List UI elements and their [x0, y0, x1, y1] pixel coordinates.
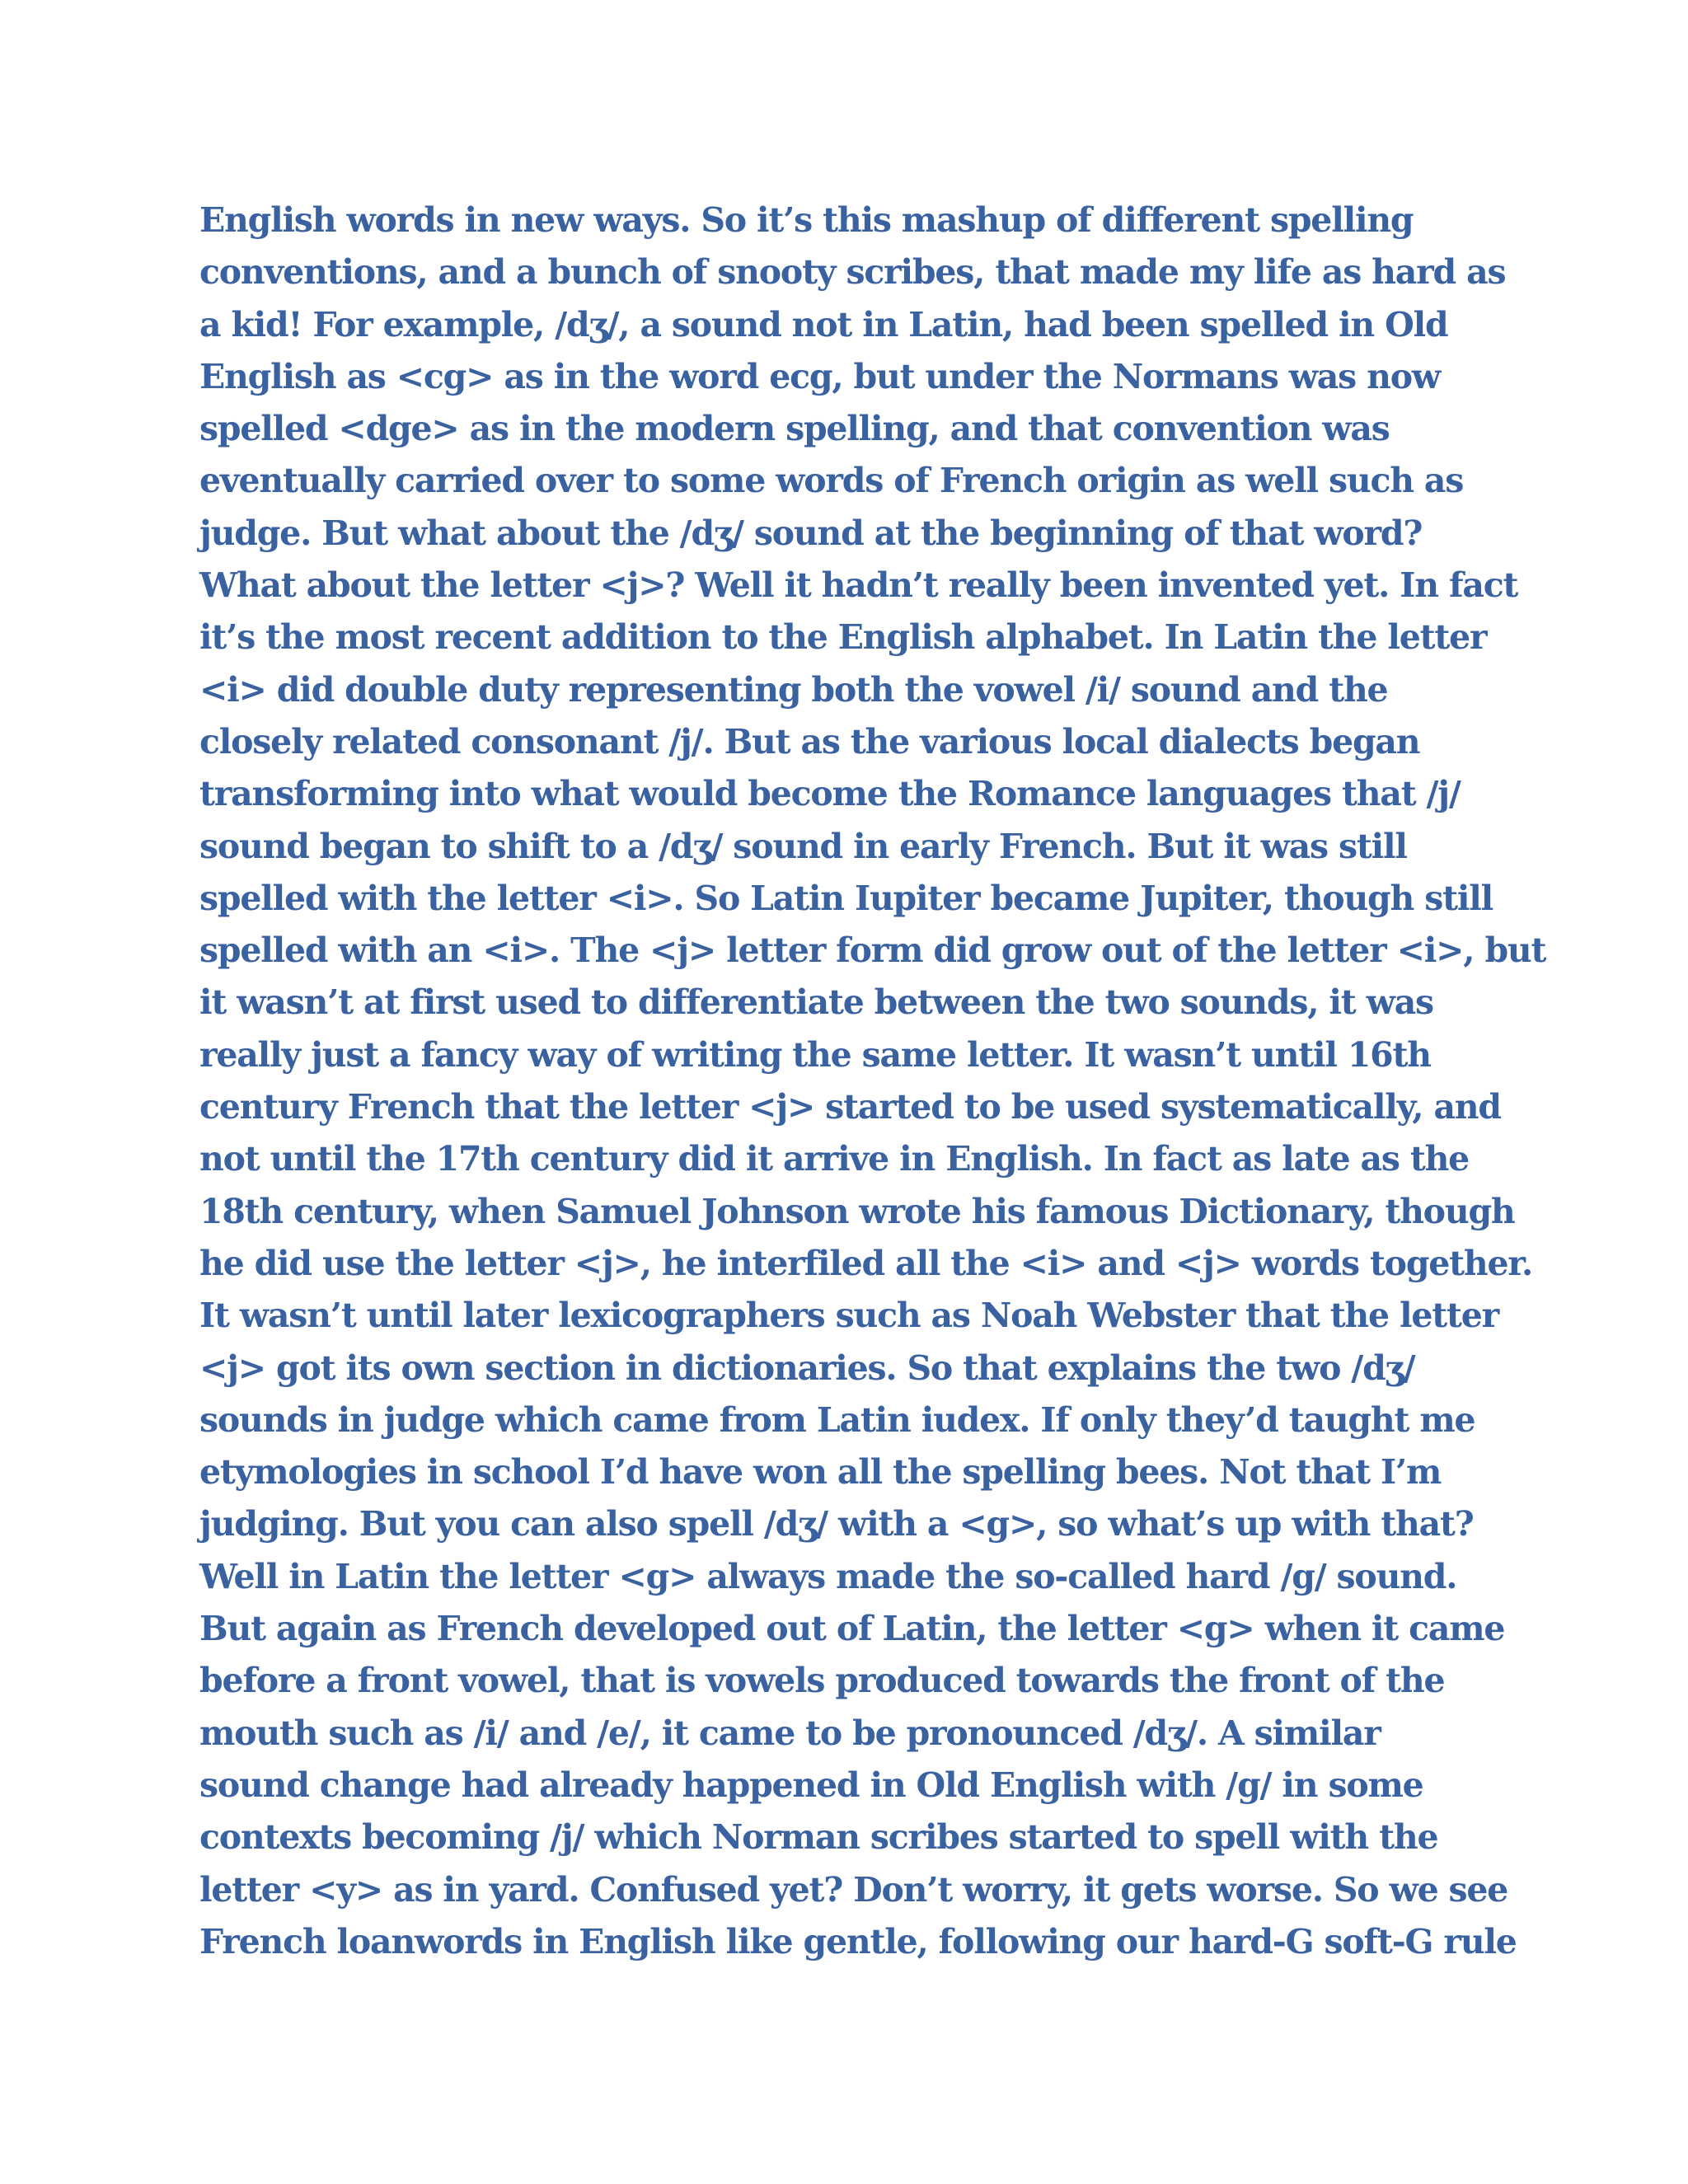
text-line: century French that the letter <j> started to be used systematically, and — [199, 1087, 1501, 1127]
text-line: it’s the most recent addition to the English alphabet. In Latin the letter — [199, 617, 1487, 658]
text-line: mouth such as /i/ and /e/, it came to be pronounced /dʒ/. A similar — [199, 1713, 1381, 1753]
text-line: Well in Latin the letter <g> always made the so-called hard /g/ sound. — [199, 1556, 1457, 1596]
text-line: a kid! For example, /dʒ/, a sound not in Latin, had been spelled in Old — [199, 304, 1448, 344]
text-line: <j> got its own section in dictionaries. So that explains the two /dʒ/ — [199, 1347, 1415, 1388]
text-line: contexts becoming /j/ which Norman scribes started to spell with the — [199, 1817, 1438, 1858]
text-line: etymologies in school I’d have won all the spelling bees. Not that I’m — [199, 1452, 1442, 1493]
text-line: French loanwords in English like gentle, following our hard-G soft-G rule — [199, 1921, 1517, 1961]
text-line: <i> did double duty representing both the vowel /i/ sound and the — [199, 669, 1388, 710]
text-line: conventions, and a bunch of snooty scribes, that made my life as hard as — [199, 252, 1506, 293]
body-paragraph — [199, 194, 1546, 1968]
text-line: sound change had already happened in Old English with /g/ in some — [199, 1765, 1423, 1805]
text-line: judging. But you can also spell /dʒ/ with a <g>, so what’s up with that? — [199, 1504, 1474, 1544]
text-line: really just a fancy way of writing the same letter. It wasn’t until 16th — [199, 1034, 1431, 1075]
text-line: English words in new ways. So it’s this mashup of different spelling — [199, 200, 1414, 240]
text-line: 18th century, when Samuel Johnson wrote his famous Dictionary, though — [199, 1191, 1515, 1231]
text-line: sound began to shift to a /dʒ/ sound in early French. But it was still — [199, 826, 1407, 866]
text-line: before a front vowel, that is vowels produced towards the front of the — [199, 1661, 1445, 1701]
text-line: not until the 17th century did it arrive in English. In fact as late as the — [199, 1139, 1470, 1179]
text-line: letter <y> as in yard. Confused yet? Don’t worry, it gets worse. So we see — [199, 1869, 1508, 1910]
text-line: What about the letter <j>? Well it hadn’t really been invented yet. In fact — [199, 565, 1518, 606]
text-line: It wasn’t until later lexicographers such as Noah Webster that the letter — [199, 1296, 1499, 1336]
text-line: eventually carried over to some words of French origin as well such as — [199, 461, 1464, 501]
text-line: spelled with an <i>. The <j> letter form did grow out of the letter <i>, but — [199, 930, 1546, 971]
text-line: closely related consonant /j/. But as the various local dialects began — [199, 721, 1420, 762]
text-line: English as <cg> as in the word ecg, but under the Normans was now — [199, 356, 1440, 396]
text-line: spelled <dge> as in the modern spelling, and that convention was — [199, 409, 1390, 449]
text-line: he did use the letter <j>, he interfiled all the <i> and <j> words together. — [199, 1243, 1533, 1283]
text-line: transforming into what would become the Romance languages that /j/ — [199, 774, 1461, 814]
text-line: But again as French developed out of Latin, the letter <g> when it came — [199, 1609, 1505, 1649]
text-line: sounds in judge which came from Latin iudex. If only they’d taught me — [199, 1399, 1475, 1440]
text-line: judge. But what about the /dʒ/ sound at the beginning of that word? — [199, 513, 1423, 553]
text-line: it wasn’t at first used to differentiate between the two sounds, it was — [199, 982, 1433, 1023]
text-line: spelled with the letter <i>. So Latin Iupiter became Jupiter, though still — [199, 878, 1493, 918]
